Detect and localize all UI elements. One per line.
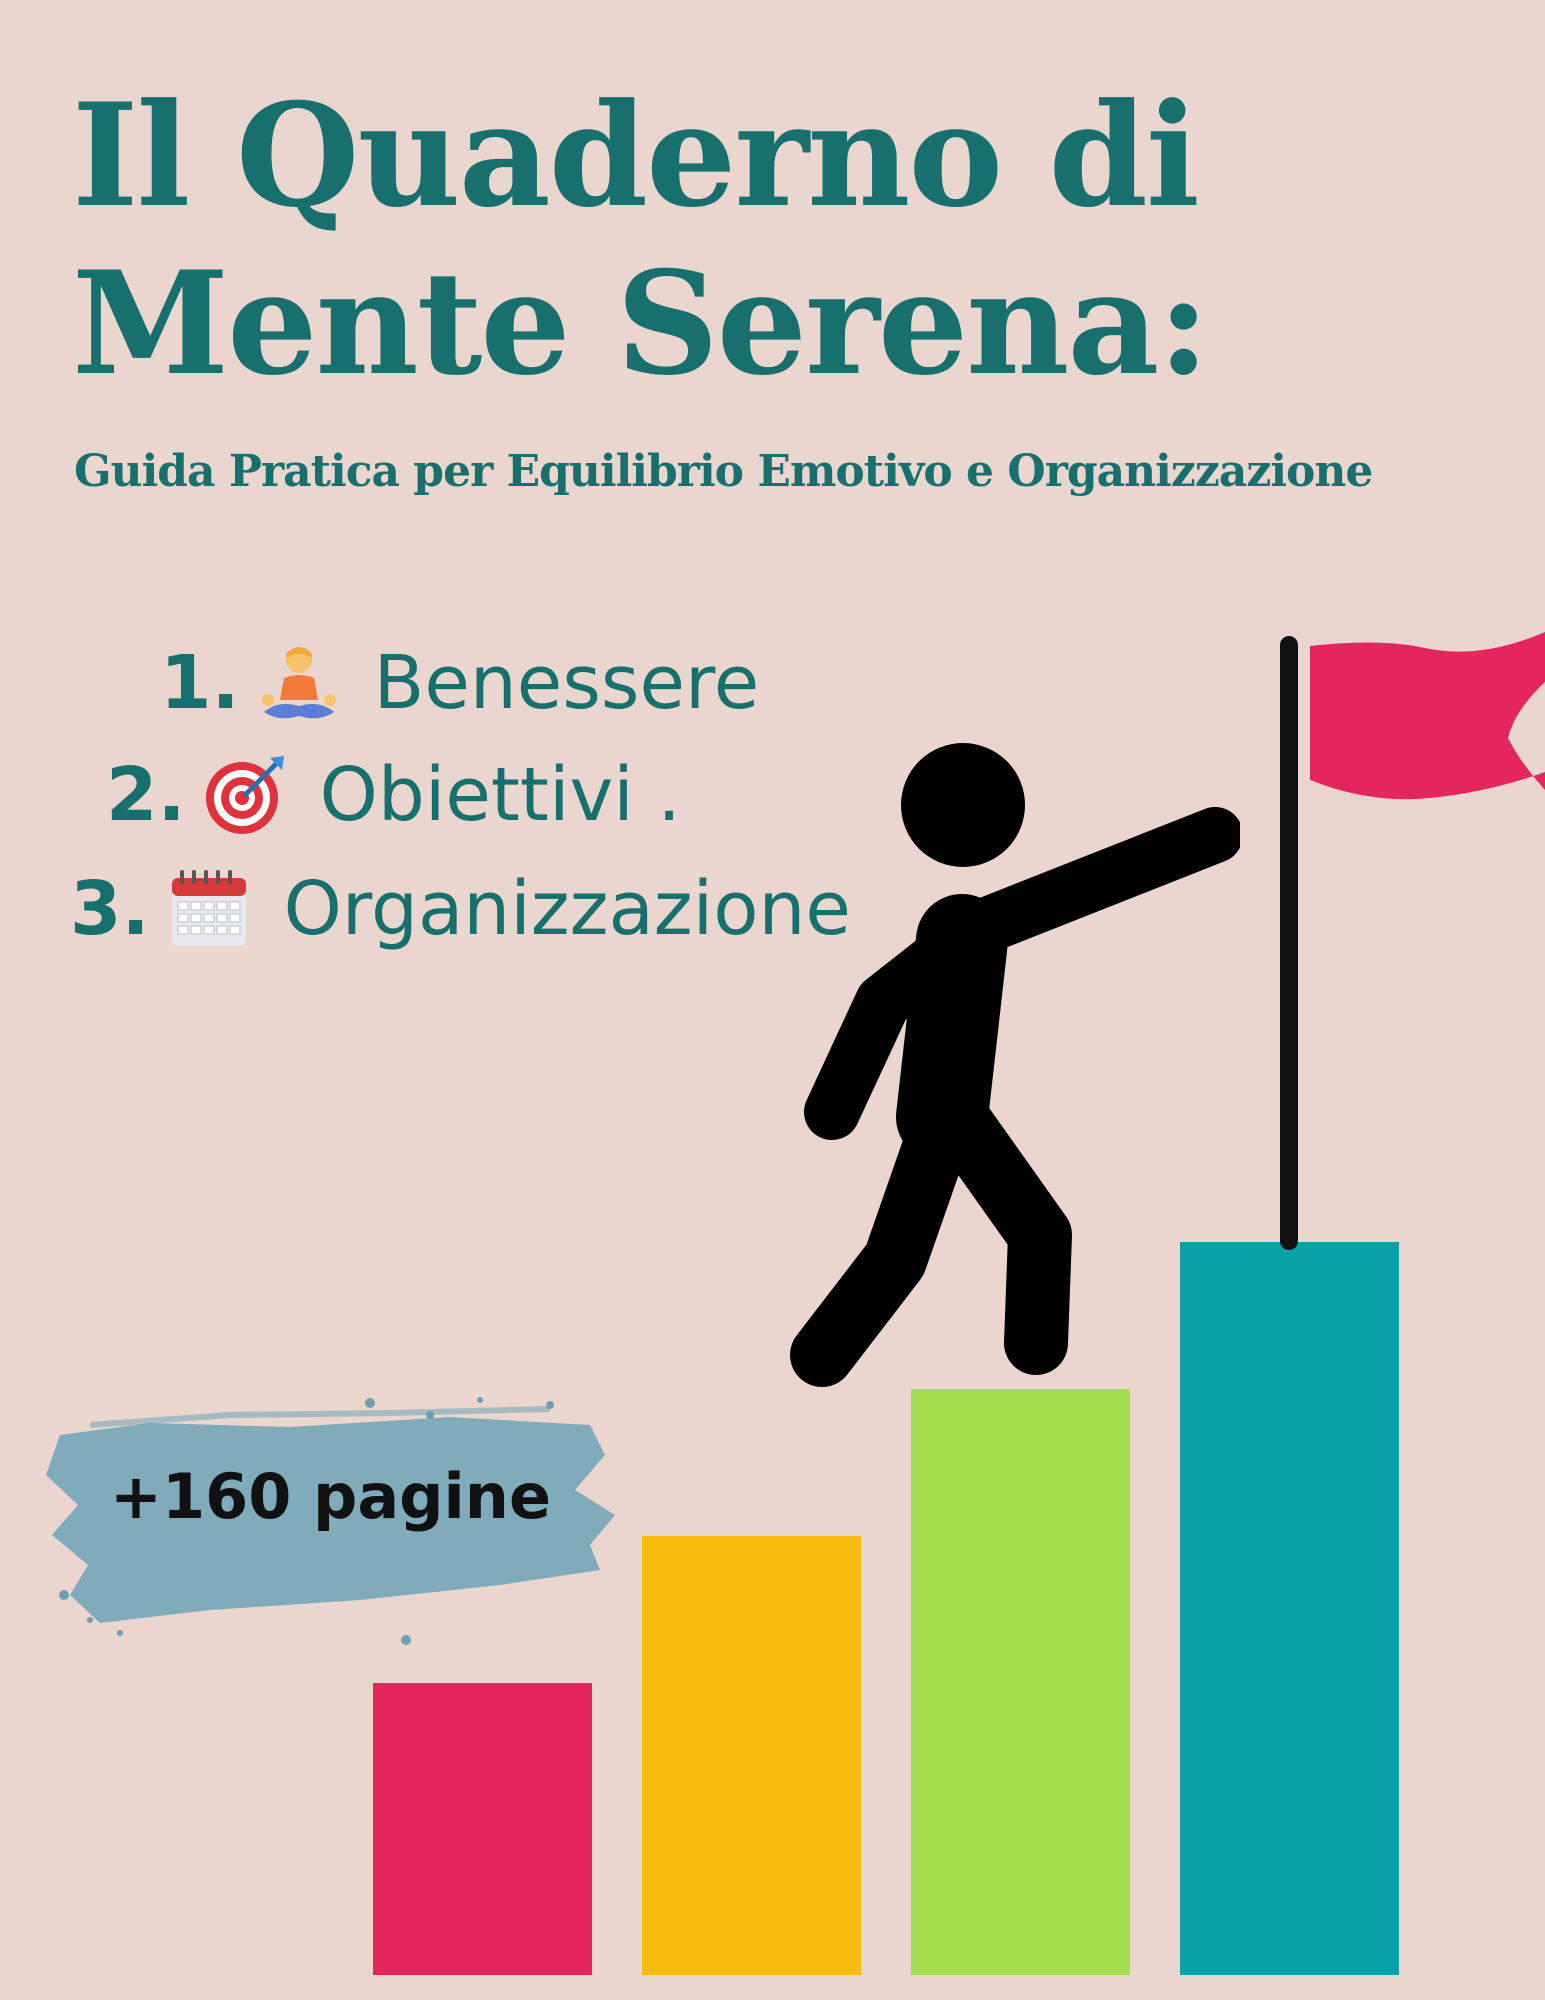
head-shape (901, 743, 1025, 867)
spiral-calendar-icon (168, 868, 250, 950)
list-item-number: 1. (160, 640, 240, 726)
list-item-label: Organizzazione (283, 866, 851, 952)
flag-icon (1270, 630, 1545, 1250)
list-item-label: Benessere (373, 640, 760, 726)
direct-hit-target-icon (204, 754, 286, 836)
list-item-benessere (160, 640, 759, 726)
step-2-bar (642, 1536, 861, 1975)
step-3-bar (911, 1389, 1130, 1975)
climbing-person-icon (740, 735, 1240, 1455)
cover-subtitle: Guida Pratica per Equilibrio Emotivo e Organizzazione (74, 446, 1373, 497)
step-1-bar (373, 1683, 592, 1975)
list-item-obiettivi (106, 752, 681, 838)
list-item-number: 3. (70, 866, 150, 952)
person-in-lotus-icon (258, 642, 340, 724)
page-count-badge: +160 pagine (110, 1460, 551, 1533)
title-line-1: Il Quaderno di (72, 73, 1198, 239)
title-line-2: Mente Serena: (72, 241, 1208, 407)
list-item-number: 2. (106, 752, 186, 838)
list-item-organizzazione (70, 866, 851, 952)
list-item-label: Obiettivi . (319, 752, 681, 838)
cover-title (72, 72, 1472, 408)
